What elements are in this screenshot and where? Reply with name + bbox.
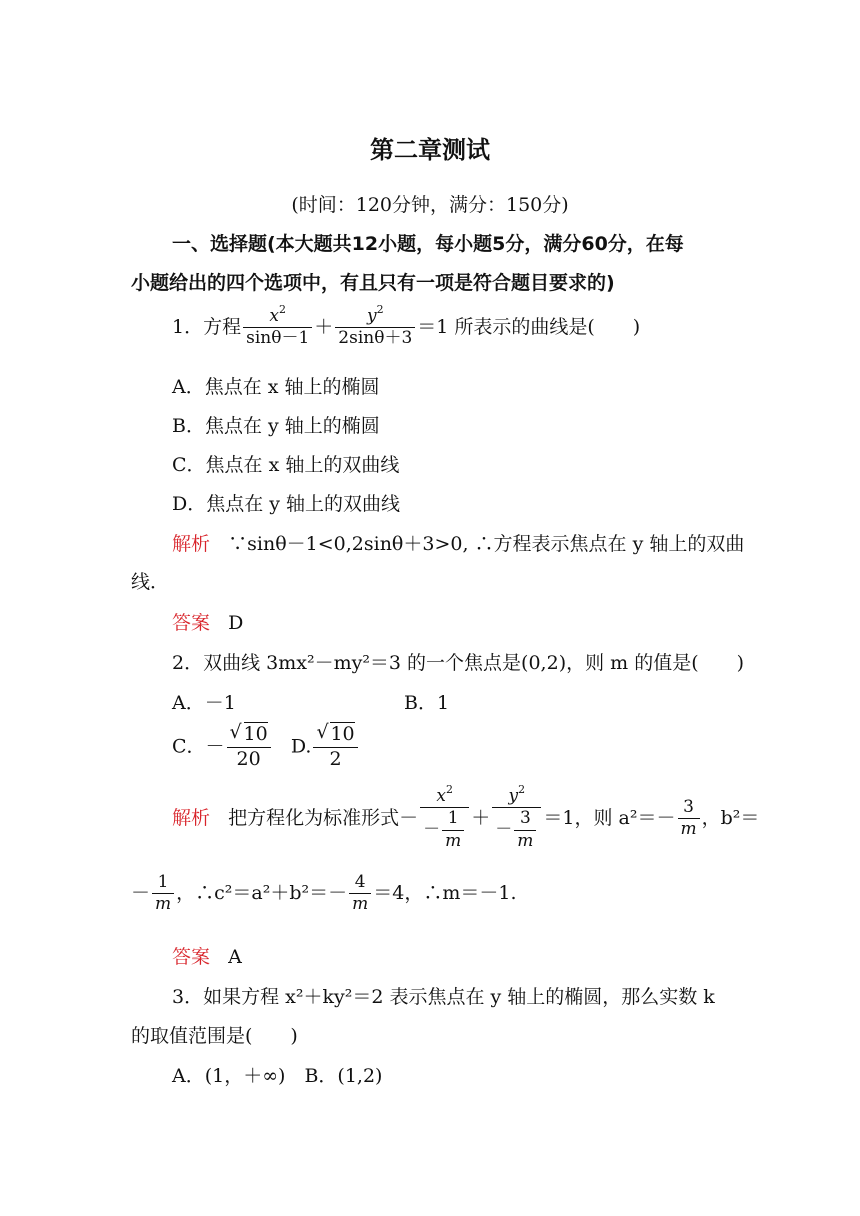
q2-option-c-prefix: C．－ (172, 735, 225, 758)
question-3-stem-line1: 3．如果方程 x²＋ky²＝2 表示焦点在 y 轴上的椭圆，那么实数 k (172, 986, 715, 1008)
q1-fraction-1: $\frac{x^2}{\sin\theta-1}$ (243, 306, 312, 350)
q1-analysis-text: ∵sinθ－1<0,2sinθ＋3>0, ∴方程表示焦点在 y 轴上的双曲 (228, 533, 745, 555)
q2-analysis-b2: ，b²＝ (701, 806, 760, 829)
q1-tail: ＝1 所表示的曲线是( ) (417, 315, 641, 338)
q3-options: A．(1，＋∞) B．(1,2) (172, 1065, 383, 1087)
q2-option-d-prefix: D. (290, 735, 312, 758)
q2-option-d-radicand: 10 (330, 723, 355, 745)
q1-fraction-2: $\frac{y^2}{2\sin\theta+3}$ (335, 306, 415, 350)
q2-option-b: B．1 (404, 692, 450, 714)
q2-frac-3-over-m: $\frac{3}{m}$ (678, 797, 700, 841)
q1-analysis (172, 529, 744, 556)
q1-frac2-numerator: y (366, 306, 377, 326)
q2-analysis-result: ＝4，∴m＝－1. (373, 881, 517, 904)
page-title: 第二章测试 (370, 136, 490, 164)
q2-option-c-denominator: 20 (236, 747, 261, 770)
question-2-stem: 2．双曲线 3mx²－my²＝3 的一个焦点是(0,2)，则 m 的值是( ) (172, 652, 745, 674)
q2-analysis-a2: ＝1，则 a²＝－ (543, 806, 676, 829)
q2-option-a: A．－1 (172, 692, 236, 714)
q1-frac1-numerator: x (269, 306, 279, 326)
q2-answer-value: A (228, 946, 242, 968)
q2-analysis-line2: － $\frac{1}{m}$ ，∴c²＝a²＋b²＝－ $\frac{4}{m}$ ＝4，∴m＝－1. (131, 872, 517, 915)
q1-answer (172, 608, 243, 635)
q2-analysis-text: 把方程化为标准形式－ (228, 806, 419, 829)
q2-option-d-fraction (313, 723, 357, 772)
q2-std-form-frac-y: $y^2$ － $\frac{3}{m}$ (492, 786, 541, 852)
q2-std-form-frac-x: $x^2$ － $\frac{1}{m}$ (420, 786, 469, 852)
q2-frac-4-over-m: $\frac{4}{m}$ (349, 872, 371, 916)
q1-option-d: D．焦点在 y 轴上的双曲线 (172, 493, 401, 515)
question-1-stem (172, 303, 641, 350)
question-3-stem-line2: 的取值范围是( ) (131, 1025, 298, 1047)
q1-option-b: B．焦点在 y 轴上的椭圆 (172, 415, 380, 437)
q1-frac1-denominator: sinθ－1 (246, 328, 310, 349)
q1-number: 1．方程 (172, 315, 242, 338)
answer-label: 答案 (172, 612, 211, 634)
analysis-label: 解析 (172, 533, 211, 555)
q1-analysis-line2: 线． (131, 571, 170, 593)
exam-info: (时间：120分钟，满分：150分) (291, 194, 569, 216)
q2-frac-1-over-m: $\frac{1}{m}$ (152, 872, 174, 916)
q1-option-a: A．焦点在 x 轴上的椭圆 (172, 376, 380, 398)
q2-option-c-fraction (227, 723, 271, 772)
section-heading-line1: 一、选择题(本大题共12小题，每小题5分，满分60分，在每 (172, 233, 684, 255)
q2-answer (172, 942, 242, 969)
analysis-label: 解析 (172, 806, 211, 829)
q2-analysis: 解析 把方程化为标准形式－ $x^2$ － $\frac{1}{m}$ ＋ $y^2$ － $\frac{3}{m}$ ＝1，则 a²＝－ $\frac{3}{m}$ ，b²＝ (172, 783, 760, 851)
answer-label: 答案 (172, 946, 211, 968)
q1-frac2-denominator: 2sinθ＋3 (338, 328, 413, 349)
q2-options-cd (172, 723, 360, 772)
q2-option-d-denominator: 2 (329, 747, 342, 770)
q1-plus: ＋ (314, 315, 334, 338)
section-heading-line2: 小题给出的四个选项中，有且只有一项是符合题目要求的) (131, 272, 615, 294)
q1-option-c: C．焦点在 x 轴上的双曲线 (172, 454, 400, 476)
q2-analysis-c2: ，∴c²＝a²＋b²＝－ (176, 881, 348, 904)
q2-option-c-radicand: 10 (243, 723, 268, 745)
q1-answer-value: D (228, 612, 244, 634)
